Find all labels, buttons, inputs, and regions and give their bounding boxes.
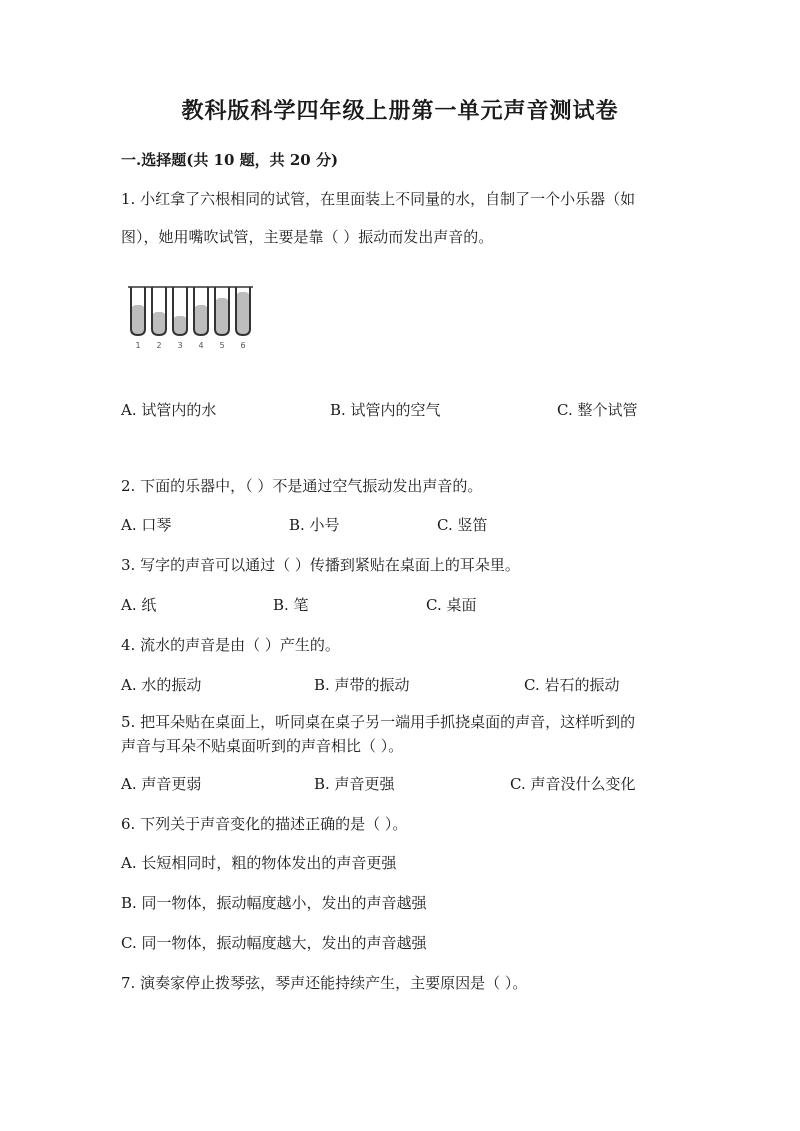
tube-label: 5 xyxy=(219,341,225,350)
test-tubes-figure xyxy=(128,283,268,353)
question-5-text-line-1: 5. 把耳朵贴在桌面上，听同桌在桌子另一端用手抓挠桌面的声音，这样听到的 xyxy=(121,713,636,731)
question-3-text: 3. 写字的声音可以通过（ ）传播到紧贴在桌面上的耳朵里。 xyxy=(121,556,520,574)
q3-option-a: A. 纸 xyxy=(121,596,157,614)
tube-label: 3 xyxy=(177,341,183,350)
question-2-text: 2. 下面的乐器中，（ ）不是通过空气振动发出声音的。 xyxy=(121,477,483,495)
tube-label: 1 xyxy=(135,341,141,350)
q2-option-c: C. 竖笛 xyxy=(437,516,488,534)
q4-option-a: A. 水的振动 xyxy=(121,676,202,694)
question-1-text-line-2: 图），她用嘴吹试管，主要是靠（ ）振动而发出声音的。 xyxy=(121,228,494,246)
q2-option-b: B. 小号 xyxy=(289,516,340,534)
q3-option-b: B. 笔 xyxy=(273,596,309,614)
tube-label: 2 xyxy=(156,341,162,350)
q4-option-c: C. 岩石的振动 xyxy=(524,676,620,694)
q6-option-a: A. 长短相同时，粗的物体发出的声音更强 xyxy=(121,854,397,872)
q3-option-c: C. 桌面 xyxy=(426,596,477,614)
q2-option-a: A. 口琴 xyxy=(121,516,172,534)
question-4-text: 4. 流水的声音是由（ ）产生的。 xyxy=(121,636,340,654)
tube-label: 4 xyxy=(198,341,204,350)
page-title: 教科版科学四年级上册第一单元声音测试卷 xyxy=(181,98,619,124)
section-heading: 一.选择题(共 10 题，共 20 分) xyxy=(121,151,339,169)
q5-option-a: A. 声音更弱 xyxy=(121,775,202,793)
question-5-text-line-2: 声音与耳朵不贴桌面听到的声音相比（ ）。 xyxy=(121,737,404,755)
question-1-text-line-1: 1. 小红拿了六根相同的试管，在里面装上不同量的水，自制了一个小乐器（如 xyxy=(121,190,636,208)
question-7-text: 7. 演奏家停止拨琴弦，琴声还能持续产生，主要原因是（ ）。 xyxy=(121,974,528,992)
question-6-text: 6. 下列关于声音变化的描述正确的是（ ）。 xyxy=(121,815,408,833)
q1-option-c: C. 整个试管 xyxy=(557,401,638,419)
q4-option-b: B. 声带的振动 xyxy=(314,676,410,694)
tube-label: 6 xyxy=(240,341,246,350)
q1-option-a: A. 试管内的水 xyxy=(121,401,217,419)
q5-option-b: B. 声音更强 xyxy=(314,775,395,793)
q6-option-b: B. 同一物体，振动幅度越小，发出的声音越强 xyxy=(121,894,427,912)
q5-option-c: C. 声音没什么变化 xyxy=(510,775,636,793)
q6-option-c: C. 同一物体，振动幅度越大，发出的声音越强 xyxy=(121,934,427,952)
q1-option-b: B. 试管内的空气 xyxy=(330,401,441,419)
